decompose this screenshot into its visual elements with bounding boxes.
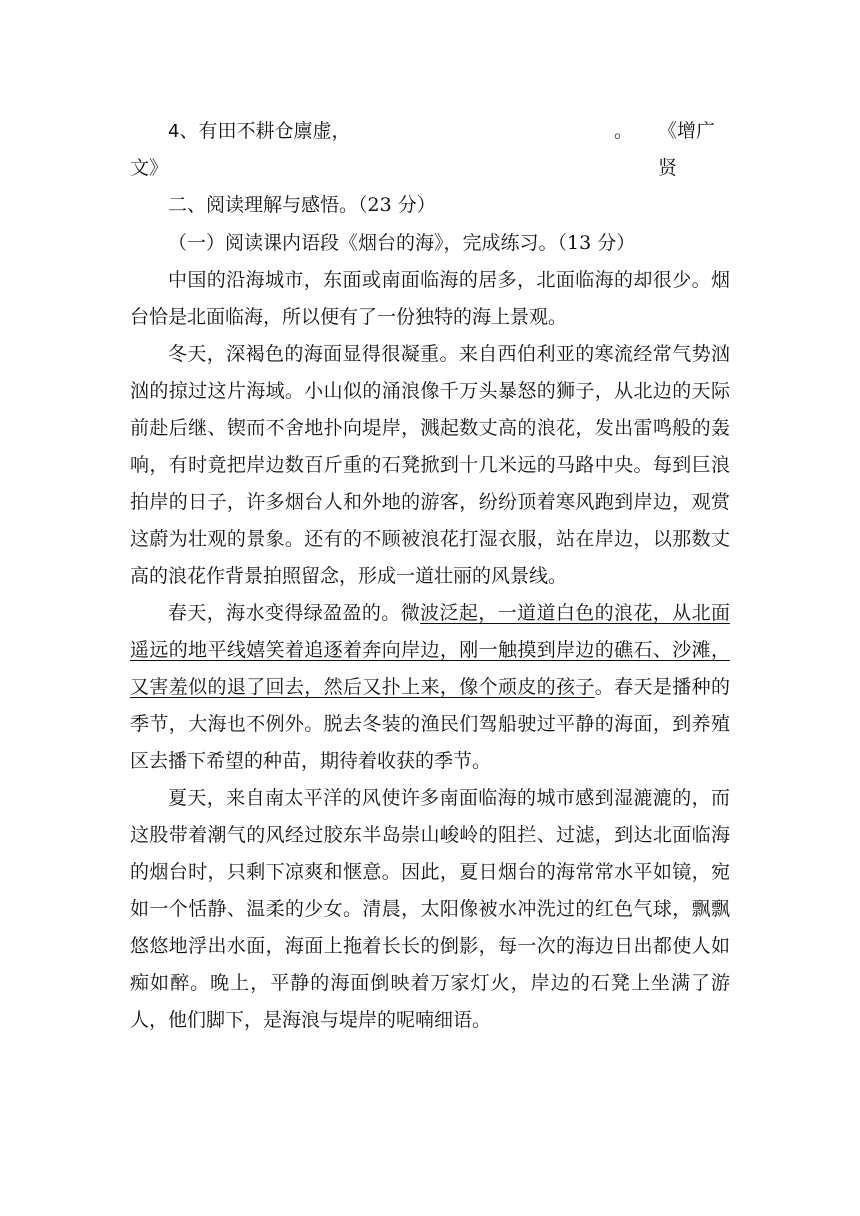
subsection-1-heading: （一）阅读课内语段《烟台的海》，完成练习。（13 分） xyxy=(168,232,636,254)
question-4-source: 《增广贤 xyxy=(658,120,716,179)
underlined-passage: 波泛起，一道道白色的浪花，从北面遥远的地平线嬉笑着追逐着奔向岸边，刚一触摸到岸边的礁石、沙滩，又害羞似的退了回去，然后又扑上来，像个顽皮的孩子 xyxy=(130,602,730,698)
paragraph-3 xyxy=(130,595,730,780)
question-number: 4 xyxy=(168,121,180,142)
question-4-text: 、有田不耕仓廪虚， xyxy=(179,120,351,142)
question-4-period: 。 xyxy=(614,120,634,142)
paragraph-1: 中国的沿海城市，东面或南面临海的居多，北面临海的却很少。烟台恰是北面临海，所以便有了一份独特的海上景观。 xyxy=(130,269,730,328)
paragraph-4: 夏天，来自南太平洋的风使许多南面临海的城市感到湿漉漉的，而这股带着潮气的风经过胶东半岛崇山峻岭的阻拦、过滤，到达北面临海的烟台时，只剩下凉爽和惬意。因此，夏日烟台的海常常水平如镜，宛如一个恬静、温柔的少女。清晨，太阳像被水冲洗过的红色气球，飘飘悠悠地浮出水面，海面上拖着长长的倒影，每一次的海边日出都使人如痴如醉。晚上，平静的海面倒映着万家灯火，岸边的石凳上坐满了游人，他们脚下，是海浪与堤岸的呢喃细语。 xyxy=(130,787,730,1031)
section-2-heading: 二、阅读理解与感悟。（23 分） xyxy=(168,194,436,216)
document-page xyxy=(130,113,730,1039)
paragraph-3-end: 。春天是播种的季节，大海也不例外。脱去冬装的渔民们驾船驶过平静的海面，到养殖区去播下希望的种苗，期待着收获的季节。 xyxy=(130,676,730,772)
paragraph-3-start: 春天，海水变得绿盈盈的。微 xyxy=(168,602,421,624)
question-4-lead xyxy=(168,113,350,150)
paragraph-2: 冬天，深褐色的海面显得很凝重。来自西伯利亚的寒流经常气势汹汹的掠过这片海域。小山似的涌浪像千万头暴怒的狮子，从北边的天际前赴后继、锲而不舍地扑向堤岸，溅起数丈高的浪花，发出雷鸣般的轰响，有时竟把岸边数百斤重的石凳掀到十几米远的马路中央。每到巨浪拍岸的日子，许多烟台人和外地的游客，纷纷顶着寒风跑到岸边，观赏这蔚为壮观的景象。还有的不顾被浪花打湿衣服，站在岸边，以那数丈高的浪花作背景拍照留念，形成一道壮丽的风景线。 xyxy=(130,343,730,587)
question-4 xyxy=(130,113,730,179)
question-4-source-continued: 文》 xyxy=(130,157,169,179)
